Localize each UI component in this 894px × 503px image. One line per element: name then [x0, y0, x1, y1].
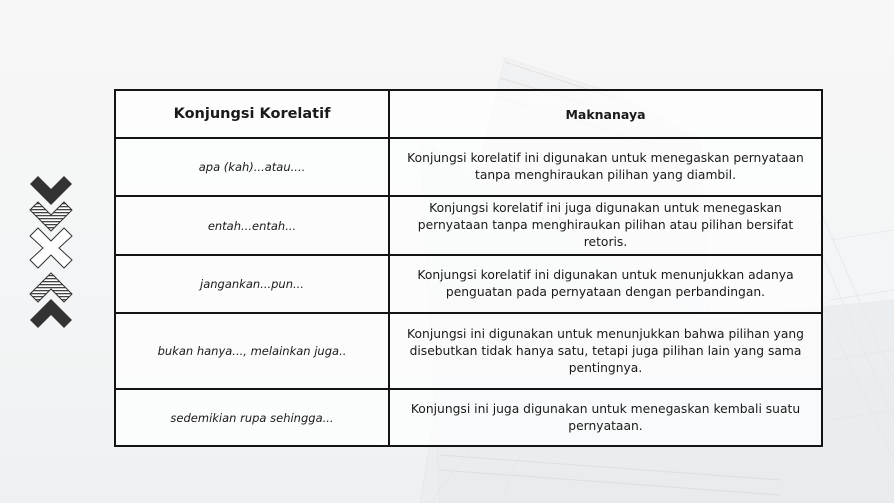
table-row [115, 313, 822, 389]
table-row [115, 255, 822, 313]
meaning-cell: Konjungsi ini digunakan untuk menunjukkan bahwa pilihan yang disebutkan tidak hanya satu, tetapi juga pilihan lain yang sama pentingnya. [389, 313, 822, 389]
table-row [115, 389, 822, 446]
header-maknanaya: Maknanaya [389, 90, 822, 138]
meaning-cell: Konjungsi korelatif ini digunakan untuk menunjukkan adanya penguatan pada pernyataan dengan perbandingan. [389, 255, 822, 313]
conjunction-table-container [114, 89, 821, 447]
term-cell: sedemikian rupa sehingga... [115, 389, 389, 446]
meaning-cell: Konjungsi korelatif ini digunakan untuk menegaskan pernyataan tanpa menghiraukan pilihan yang diambil. [389, 138, 822, 196]
meaning-cell: Konjungsi korelatif ini juga digunakan untuk menegaskan pernyataan tanpa menghiraukan pilihan atau pilihan bersifat retoris. [389, 196, 822, 255]
term-cell: apa (kah)...atau.... [115, 138, 389, 196]
table-row [115, 196, 822, 255]
term-cell: bukan hanya..., melainkan juga.. [115, 313, 389, 389]
table-row [115, 138, 822, 196]
meaning-cell: Konjungsi ini juga digunakan untuk menegaskan kembali suatu pernyataan. [389, 389, 822, 446]
table-header-row [115, 90, 822, 138]
correlative-conjunction-table [114, 89, 823, 447]
term-cell: entah...entah... [115, 196, 389, 255]
header-konjungsi-korelatif: Konjungsi Korelatif [115, 90, 389, 138]
term-cell: jangankan...pun... [115, 255, 389, 313]
chevron-stack-icon [28, 176, 74, 336]
